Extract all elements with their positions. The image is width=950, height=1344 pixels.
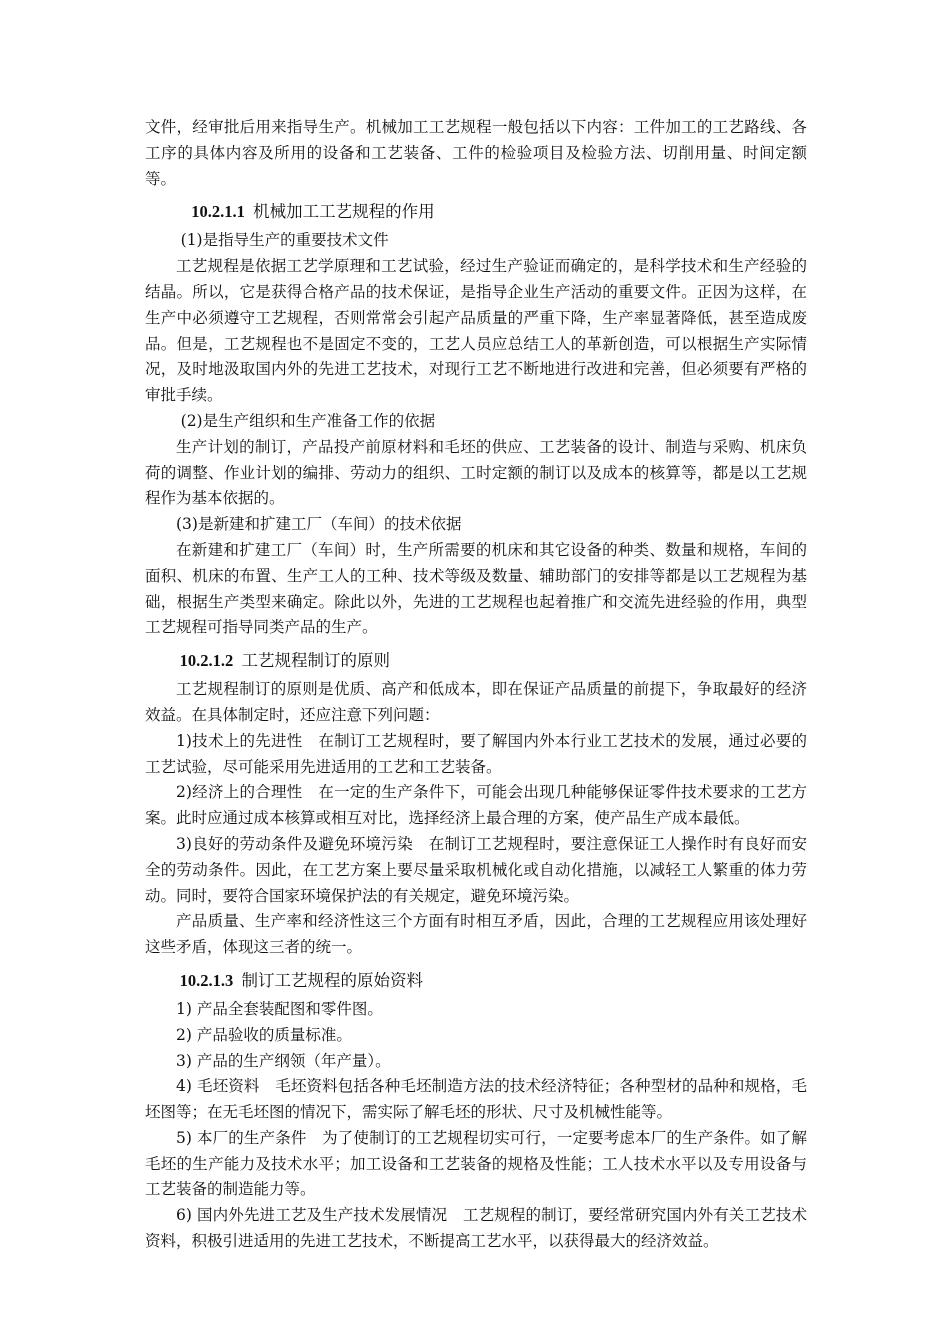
section-number: 10.2.1.3	[179, 970, 234, 990]
paragraph: 3)良好的劳动条件及避免环境污染 在制订工艺规程时，要注意保证工人操作时有良好而安全的劳动条件。因此，在工艺方案上要尽量采取机械化或自动化措施，以减轻工人繁重的体力劳动。同时，要符合国家环境保护法的有关规定，避免环境污染。	[145, 834, 807, 905]
subheading-3: (3)是新建和扩建工厂（车间）的技术依据	[176, 515, 462, 534]
list-item: 2) 产品验收的质量标准。	[176, 1025, 352, 1044]
paragraph: 2)经济上的合理性 在一定的生产条件下，可能会出现几种能够保证零件技术要求的工艺方案。此时应通过成本核算或相互对比，选择经济上最合理的方案，使产品生产成本最低。	[145, 783, 807, 828]
section-heading-10-2-1-1	[145, 198, 807, 225]
list-item: 1) 产品全套装配图和零件图。	[176, 999, 383, 1018]
section-title: 机械加工工艺规程的作用	[253, 202, 435, 222]
paragraph: 工艺规程制订的原则是优质、高产和低成本，即在保证产品质量的前提下，争取最好的经济效益。在具体制定时，还应注意下列问题：	[145, 680, 807, 724]
list-item: 5) 本厂的生产条件 为了使制订的工艺规程切实可行，一定要考虑本厂的生产条件。如了解毛坯的生产能力及技术水平；加工设备和工艺装备的规格及性能；工人技术水平以及专用设备与工艺装备的制造能力等。	[145, 1128, 807, 1199]
document-page	[145, 115, 807, 1255]
paragraph: 在新建和扩建工厂（车间）时，生产所需要的机床和其它设备的种类、数量和规格，车间的面积、机床的布置、生产工人的工种、技术等级及数量、辅助部门的安排等都是以工艺规程为基础，根据生产类型来确定。除此以外，先进的工艺规程也起着推广和交流先进经验的作用，典型工艺规程可指导同类产品的生产。	[145, 540, 807, 637]
list-item: 6) 国内外先进工艺及生产技术发展情况 工艺规程的制订，要经常研究国内外有关工艺技术资料，积极引进适用的先进工艺技术，不断提高工艺水平，以获得最大的经济效益。	[145, 1206, 807, 1251]
section-title: 制订工艺规程的原始资料	[241, 970, 424, 990]
section-title: 工艺规程制订的原则	[241, 651, 391, 671]
paragraph: 工艺规程是依据工艺学原理和工艺试验，经过生产验证而确定的，是科学技术和生产经验的结晶。所以，它是获得合格产品的技术保证，是指导企业生产活动的重要文件。正因为这样，在生产中必须遵守工艺规程，否则常常会引起产品质量的严重下降，生产率显著降低，甚至造成废品。但是，工艺规程也不是固定不变的，工艺人员应总结工人的革新创造，可以根据生产实际情况，及时地汲取国内外的先进工艺技术，对现行工艺不断地进行改进和完善，但必须要有严格的审批手续。	[145, 257, 807, 405]
list-item: 3) 产品的生产纲领（年产量）。	[176, 1051, 391, 1070]
subheading-1: (1)是指导生产的重要技术文件	[180, 231, 389, 250]
intro-paragraph: 文件，经审批后用来指导生产。机械加工工艺规程一般包括以下内容：工件加工的工艺路线、各工序的具体内容及所用的设备和工艺装备、工件的检验项目及检验方法、切削用量、时间定额等。	[145, 118, 807, 188]
section-number: 10.2.1.2	[179, 651, 234, 671]
section-heading-10-2-1-2	[145, 647, 807, 674]
section-number: 10.2.1.1	[191, 202, 245, 222]
subheading-2: (2)是生产组织和生产准备工作的依据	[180, 411, 436, 430]
paragraph: 1)技术上的先进性 在制订工艺规程时，要了解国内外本行业工艺技术的发展，通过必要的工艺试验，尽可能采用先进适用的工艺和工艺装备。	[145, 731, 807, 776]
paragraph: 生产计划的制订，产品投产前原材料和毛坯的供应、工艺装备的设计、制造与采购、机床负荷的调整、作业计划的编排、劳动力的组织、工时定额的制订以及成本的核算等，都是以工艺规程作为基本依据的。	[145, 437, 807, 508]
list-item: 4) 毛坯资料 毛坯资料包括各种毛坯制造方法的技术经济特征；各种型材的品种和规格，毛坯图等；在无毛坯图的情况下，需实际了解毛坯的形状、尺寸及机械性能等。	[145, 1077, 807, 1122]
paragraph: 产品质量、生产率和经济性这三个方面有时相互矛盾，因此，合理的工艺规程应用该处理好这些矛盾，体现这三者的统一。	[145, 912, 807, 957]
section-heading-10-2-1-3	[145, 967, 807, 994]
